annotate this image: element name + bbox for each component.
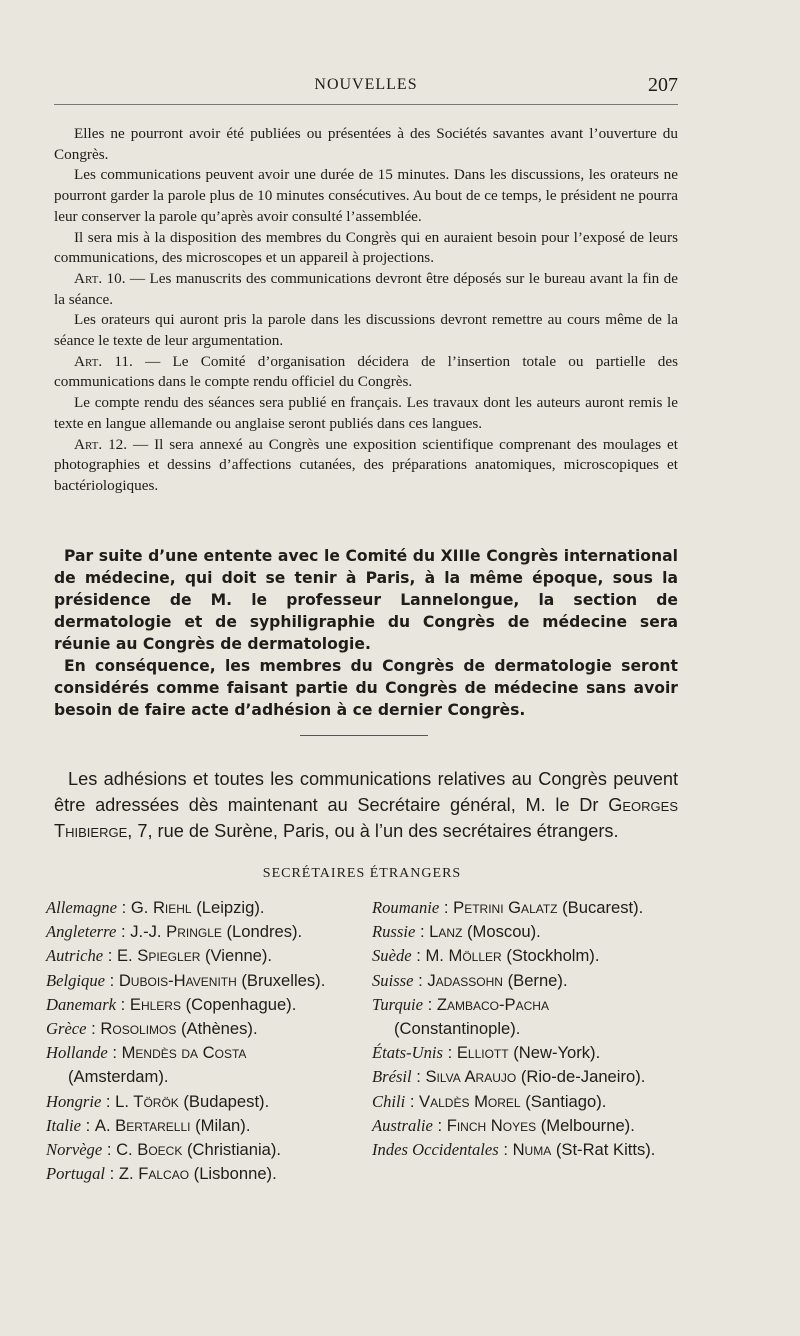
secretary-name: A. Bertarelli xyxy=(94,1115,191,1135)
secretary-entry xyxy=(46,993,348,1017)
secretary-entry xyxy=(372,993,678,1041)
notice-paragraph: En conséquence, les membres du Congrès de dermatologie seront considérés comme faisant partie du Congrès de médecine sans avoir besoin de faire acte d’adhésion à ce dernier Congrès. xyxy=(54,657,678,719)
secretary-entry xyxy=(372,1065,678,1089)
secretary-name: G. Riehl xyxy=(130,898,192,917)
separator: : xyxy=(105,1164,119,1184)
adhesion-text-before: Les adhésions et toutes les communications relatives au Congrès peuvent être adressées dès maintenant au Secrétaire général, M. le Dr xyxy=(54,769,678,815)
country-name: Portugal xyxy=(46,1164,106,1184)
bold-notice xyxy=(54,545,678,721)
adhesion-text xyxy=(54,766,678,844)
city: (Santiago). xyxy=(525,1091,607,1111)
secretary-name: Dubois-Havenith xyxy=(118,970,237,990)
secretary-name: Jadassohn xyxy=(427,970,503,990)
adhesion-text-after: , 7, rue de Surène, Paris, ou à l’un des secrétaires étrangers. xyxy=(127,821,619,841)
city: (Athènes). xyxy=(181,1019,258,1039)
country-name: Chili xyxy=(372,1091,406,1111)
secretary-name: L. Török xyxy=(115,1091,179,1111)
city: (Melbourne). xyxy=(540,1115,635,1135)
city: (Vienne). xyxy=(205,946,273,966)
secretary-name: J.-J. Pringle xyxy=(130,922,222,942)
city: (Rio-de-Janeiro). xyxy=(520,1067,646,1087)
city: (Christiania). xyxy=(186,1140,282,1160)
secretary-entry xyxy=(46,969,348,993)
separator: : xyxy=(443,1043,457,1063)
city: (Milan). xyxy=(195,1115,251,1135)
separator: : xyxy=(432,1115,447,1135)
separator: : xyxy=(411,946,426,966)
city: (Leipzig). xyxy=(196,898,265,917)
secretary-name: Elliott xyxy=(456,1043,509,1063)
header-rule xyxy=(54,104,678,105)
secretary-name: E. Spiegler xyxy=(116,946,201,966)
secretary-name: Z. Falcao xyxy=(118,1164,190,1184)
secretary-name: Zambaco-Pacha xyxy=(436,994,549,1014)
country-name: Autriche xyxy=(46,946,104,966)
notice-paragraph: Par suite d’une entente avec le Comité du XIIIe Congrès international de médecine, qui doit se tenir à Paris, à la même époque, sous la présidence de M. le professeur Lannelongue, la section de dermatologie et de syphiligraphie du Congrès de médecine sera réunie au Congrès de dermatologie. xyxy=(54,547,678,653)
paragraph: Les communications peuvent avoir une durée de 15 minutes. Dans les discussions, les orateurs ne pourront garder la parole plus de 10 minutes consécutives. Au bout de ce temps, le président ne pourra leur conserver la parole qu’après avoir consulté l’assemblée. xyxy=(54,166,678,225)
separator: : xyxy=(413,970,428,990)
article-label: Art. 10. xyxy=(74,269,126,287)
city: (Copenhague). xyxy=(185,994,297,1014)
city: (Constantinople). xyxy=(394,1019,521,1039)
secretaries-right-column xyxy=(372,896,678,1162)
article-text: — Les manuscrits des communications devront être déposés sur le bureau avant la fin de la séance. xyxy=(54,269,678,308)
separator: : xyxy=(102,1140,117,1160)
article-11 xyxy=(54,352,678,393)
city: (Lisbonne). xyxy=(193,1164,277,1184)
secretary-name: Numa xyxy=(512,1140,552,1160)
secretary-name: Silva Araujo xyxy=(425,1067,517,1087)
separator: : xyxy=(81,1115,95,1135)
secretary-name: Ehlers xyxy=(129,994,181,1014)
separator: : xyxy=(116,922,131,942)
country-name: Angleterre xyxy=(46,922,117,942)
page-number: 207 xyxy=(648,74,678,96)
article-12 xyxy=(54,435,678,497)
city: (Londres). xyxy=(226,922,303,942)
city: (New-York). xyxy=(513,1043,601,1063)
paragraph: Le compte rendu des séances sera publié en français. Les travaux dont les auteurs auront remis le texte en langue allemande ou anglaise seront publiés dans ces langues. xyxy=(54,394,678,432)
secretary-entry xyxy=(372,1041,678,1065)
secretary-entry xyxy=(46,1114,348,1138)
article-10 xyxy=(54,269,678,310)
secretary-entry xyxy=(46,1041,348,1089)
secretary-name: Finch Noyes xyxy=(446,1115,537,1135)
country-name: Norvège xyxy=(46,1140,103,1160)
article-text: — Le Comité d’organisation décidera de l’insertion totale ou partielle des communications dans le compte rendu officiel du Congrès. xyxy=(54,352,678,391)
secretary-name: M. Möller xyxy=(425,946,502,966)
city: (Bruxelles). xyxy=(241,970,326,990)
separator: : xyxy=(104,970,119,990)
city: (Budapest). xyxy=(183,1091,270,1111)
country-name: Roumanie xyxy=(372,898,440,917)
article-text: — Il sera annexé au Congrès une exposition scientifique comprenant des moulages et photographies et dessins d’affections cutanées, des préparations anatomiques, microscopiques et bactériologiques. xyxy=(54,435,678,494)
section-divider xyxy=(300,735,428,736)
country-name: Indes Occidentales xyxy=(372,1140,499,1160)
secretary-name: Rosolimos xyxy=(100,1019,177,1039)
country-name: Italie xyxy=(46,1115,82,1135)
separator: : xyxy=(107,1043,122,1063)
city: (Berne). xyxy=(507,970,568,990)
paragraph: Les orateurs qui auront pris la parole dans les discussions devront remettre au cours même de la séance le texte de leur argumentation. xyxy=(54,311,678,350)
country-name: Russie xyxy=(372,922,416,942)
secretary-entry xyxy=(372,1114,678,1138)
city: (Stockholm). xyxy=(506,946,600,966)
city: (Moscou). xyxy=(467,922,541,942)
secretary-entry xyxy=(46,896,348,920)
separator: : xyxy=(101,1091,116,1111)
secretary-entry xyxy=(46,944,348,968)
article-label: Art. 12. xyxy=(74,435,128,453)
country-name: Danemark xyxy=(46,994,117,1014)
country-name: Suisse xyxy=(372,970,414,990)
city: (Amsterdam). xyxy=(68,1067,169,1087)
country-name: Grèce xyxy=(46,1019,87,1039)
secretary-entry xyxy=(372,969,678,993)
country-name: Turquie xyxy=(372,994,424,1014)
separator: : xyxy=(103,946,117,966)
secretaries-left-column xyxy=(46,896,348,1186)
city: (Bucarest). xyxy=(562,898,644,917)
secretary-entry xyxy=(372,944,678,968)
secretary-name: Mendès da Costa xyxy=(121,1043,247,1063)
secretary-general-name: Georges Thibierge xyxy=(54,795,678,841)
country-name: Suède xyxy=(372,946,412,966)
secretary-name: Lanz xyxy=(429,922,463,942)
running-title: NOUVELLES xyxy=(314,76,418,93)
country-name: Hollande xyxy=(46,1043,108,1063)
secretary-entry xyxy=(372,1138,678,1162)
country-name: Hongrie xyxy=(46,1091,102,1111)
regulations-text xyxy=(54,124,678,497)
paragraph: Elles ne pourront avoir été publiées ou présentées à des Sociétés savantes avant l’ouverture du Congrès. xyxy=(54,125,678,163)
separator: : xyxy=(116,898,131,917)
secretary-name: Valdès Morel xyxy=(419,1091,521,1111)
separator: : xyxy=(405,1091,420,1111)
adhesion-paragraph xyxy=(54,766,678,844)
country-name: Allemagne xyxy=(46,898,117,917)
country-name: Brésil xyxy=(372,1067,412,1087)
secretary-entry xyxy=(46,1162,348,1186)
country-name: Australie xyxy=(372,1115,433,1135)
paragraph: Il sera mis à la disposition des membres du Congrès qui en auraient besoin pour l’exposé de leurs communications, des microscopes et un appareil à projections. xyxy=(54,228,678,267)
separator: : xyxy=(411,1067,426,1087)
secretary-entry xyxy=(372,896,678,920)
secretary-name: Petrini Galatz xyxy=(453,898,558,917)
country-name: Belgique xyxy=(46,970,105,990)
country-name: États-Unis xyxy=(372,1043,443,1063)
secretary-name: C. Boeck xyxy=(116,1140,183,1160)
secretary-entry xyxy=(46,920,348,944)
secretary-entry xyxy=(372,1090,678,1114)
secretary-entry xyxy=(46,1090,348,1114)
separator: : xyxy=(415,922,430,942)
city: (St-Rat Kitts). xyxy=(555,1140,656,1160)
separator: : xyxy=(498,1140,513,1160)
separator: : xyxy=(86,1019,101,1039)
separator: : xyxy=(116,994,130,1014)
secretaries-heading: SECRÉTAIRES ÉTRANGERS xyxy=(262,866,462,881)
secretary-entry xyxy=(46,1017,348,1041)
article-label: Art. 11. xyxy=(74,352,133,370)
separator: : xyxy=(423,994,437,1014)
page-header xyxy=(54,74,678,100)
secretary-entry xyxy=(372,920,678,944)
secretary-entry xyxy=(46,1138,348,1162)
separator: : xyxy=(439,898,454,917)
